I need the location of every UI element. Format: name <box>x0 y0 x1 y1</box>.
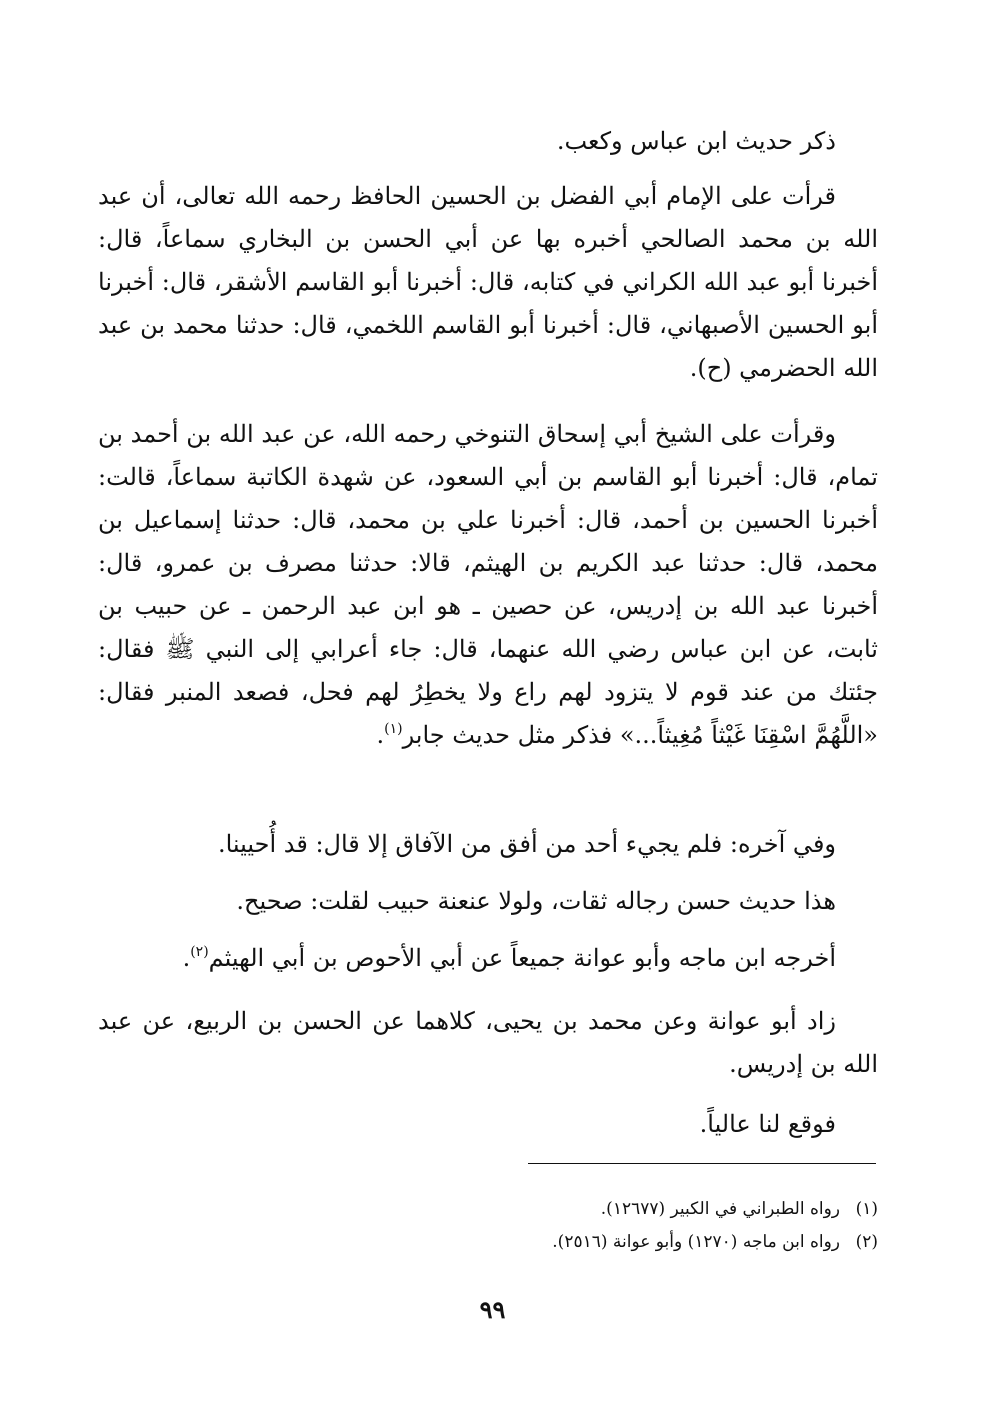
grading-paragraph <box>98 880 878 923</box>
paragraph-2: قرأت على الإمام أبي الفضل بن الحسين الحافظ رحمه الله تعالى، أن عبد الله بن محمد الصالحي أخبره بها عن أبي الحسن بن البخاري سماعاً، قال: أخبرنا أبو عبد الله الكراني في كتابه، قال: أخبرنا أبو القاسم الأشقر، قال: أخبرنا أبو الحسين الأصبهاني، قال: أخبرنا أبو القاسم اللخمي، قال: حدثنا محمد بن عبد الله الحضرمي (ح). <box>98 182 878 382</box>
paragraph-4: وفي آخره: فلم يجيء أحد من أفق من الآفاق إلا قال: قد أُحيينا. <box>217 830 836 858</box>
paragraph-1: ذكر حديث ابن عباس وكعب. <box>556 127 836 155</box>
addition-paragraph <box>98 1000 878 1086</box>
closing-paragraph <box>98 1103 878 1146</box>
isnad-paragraph-1 <box>98 175 878 390</box>
paragraph-7: زاد أبو عوانة وعن محمد بن يحيى، كلاهما عن الحسن بن الربيع، عن عبد الله بن إدريس. <box>98 1007 878 1078</box>
footnote-2-number: (٢) <box>855 1232 878 1252</box>
paragraph-8: فوقع لنا عالياً. <box>699 1110 836 1138</box>
takhrij-paragraph <box>98 937 878 980</box>
paragraph-3-tail: . <box>376 721 385 749</box>
paragraph-3 <box>98 413 878 757</box>
footnote-1-number: (١) <box>855 1199 878 1219</box>
hadith-paragraph <box>98 413 878 757</box>
footnotes <box>300 1193 878 1259</box>
paragraph-6-text: أخرجه ابن ماجه وأبو عوانة جميعاً عن أبي الأحوص بن أبي الهيثم <box>208 944 836 972</box>
paragraph-5: هذا حديث حسن رجاله ثقات، ولولا عنعنة حبيب لقلت: صحيح. <box>236 887 836 915</box>
heading-paragraph <box>98 120 878 163</box>
footnote-1-text: رواه الطبراني في الكبير (١٢٦٧٧). <box>600 1199 840 1219</box>
footnote-2-text: رواه ابن ماجه (١٢٧٠) وأبو عوانة (٢٥١٦). <box>552 1232 840 1252</box>
footnote-2 <box>300 1226 878 1259</box>
paragraph-6-tail: . <box>182 944 191 972</box>
ending-paragraph <box>98 823 878 866</box>
page-number: ٩٩ <box>479 1295 506 1324</box>
paragraph-3-text: وقرأت على الشيخ أبي إسحاق التنوخي رحمه الله، عن عبد الله بن أحمد بن تمام، قال: أخبرنا أبو القاسم بن أبي السعود، عن شهدة الكاتبة سماعاً، قالت: أخبرنا الحسين بن أحمد، قال: أخبرنا علي بن محمد، قال: حدثنا إسماعيل بن محمد، قال: حدثنا عبد الكريم بن الهيثم، قالا: حدثنا مصرف بن عمرو، قال: أخبرنا عبد الله بن إدريس، عن حصين ـ هو ابن عبد الرحمن ـ عن حبيب بن ثابت، عن ابن عباس رضي الله عنهما، قال: جاء أعرابي إلى النبي ﷺ فقال: جئتك من عند قوم لا يتزود لهم راع ولا يخطِرُ لهم فحل، فصعد المنبر فقال: «اللَّهُمَّ اسْقِنَا غَيْثاً مُغِيثاً...» فذكر مثل حديث جابر <box>98 420 878 749</box>
paragraph-6 <box>98 937 878 980</box>
footnote-ref-2[interactable]: (٢) <box>190 944 209 960</box>
footnote-1 <box>300 1193 878 1226</box>
footnote-divider <box>528 1163 876 1164</box>
footnote-ref-1[interactable]: (١) <box>384 721 403 737</box>
